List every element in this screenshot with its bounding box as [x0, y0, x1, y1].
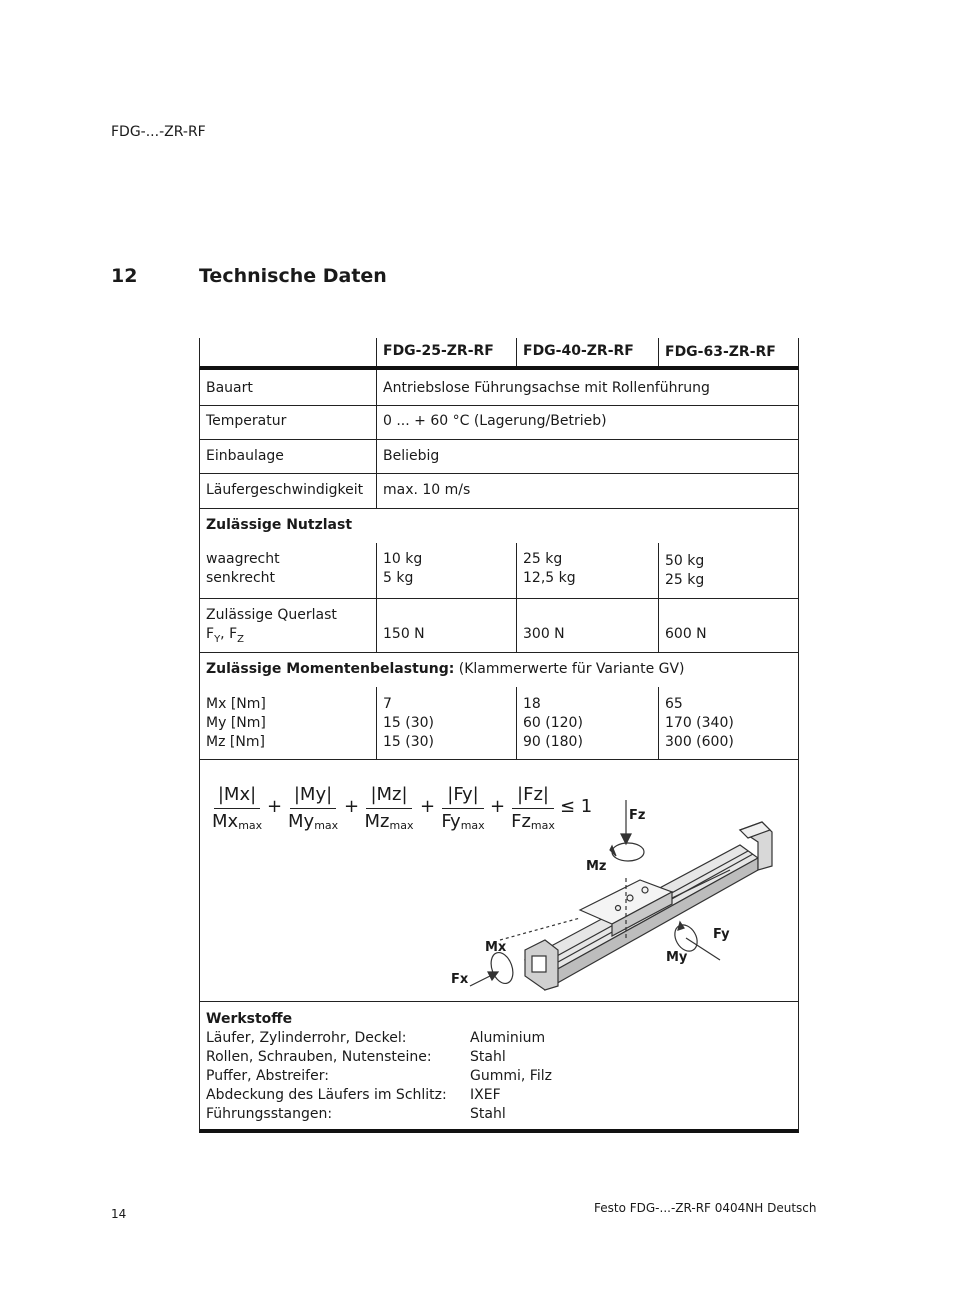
row-value-temperatur: 0 ... + 60 °C (Lagerung/Betrieb)	[383, 413, 607, 429]
table-row	[199, 543, 799, 599]
diagram-label-mx: Mx	[485, 940, 507, 955]
werkstoffe-material: IXEF	[470, 1087, 501, 1103]
werkstoffe-part: Führungsstangen:	[206, 1106, 333, 1122]
row-label-temperatur: Temperatur	[206, 413, 287, 429]
column-header-fdg40: FDG-40-ZR-RF	[523, 343, 634, 359]
row-label-bauart: Bauart	[206, 380, 253, 396]
formula-diagram-row	[199, 760, 799, 1002]
werkstoffe-part: Rollen, Schrauben, Nutensteine:	[206, 1049, 432, 1065]
table-row	[199, 687, 799, 760]
diagram-label-my: My	[666, 950, 688, 965]
guide-axis-diagram	[440, 790, 790, 1000]
momente-value-fdg40: 18 60 (120) 90 (180)	[523, 696, 583, 750]
formula-term-mz: |Mz| $Mz_{max}$	[364, 784, 414, 832]
formula-term-mx: |Mx| $Mx_{max}$	[212, 784, 263, 832]
querlast-forces-label: $F_Y$, $F_Z$	[206, 626, 244, 645]
column-header-fdg63: FDG-63-ZR-RF	[665, 344, 776, 360]
row-value-einbaulage: Beliebig	[383, 448, 440, 464]
werkstoffe-heading: Werkstoffe	[206, 1011, 293, 1027]
row-label-geschwindigkeit: Läufergeschwindigkeit	[206, 482, 364, 498]
querlast-value-fdg25: 150 N	[383, 626, 425, 642]
werkstoffe-part: Abdeckung des Läufers im Schlitz:	[206, 1087, 447, 1103]
momente-value-fdg63: 65 170 (340) 300 (600)	[665, 696, 734, 750]
footer-doc-info: Festo FDG-...-ZR-RF 0404NH Deutsch	[594, 1201, 817, 1215]
footer-page-number: 14	[111, 1207, 127, 1221]
row-label-einbaulage: Einbaulage	[206, 448, 284, 464]
querlast-value-fdg40: 300 N	[523, 626, 565, 642]
nutzlast-label: waagrecht senkrecht	[206, 551, 280, 586]
formula-term-fy: |Fy| $Fy_{max}$	[441, 784, 485, 832]
momente-label: Mx [Nm] My [Nm] Mz [Nm]	[206, 696, 266, 750]
werkstoffe-part: Läufer, Zylinderrohr, Deckel:	[206, 1030, 407, 1046]
momente-heading: Zulässige Momentenbelastung: (Klammerwerte für Variante GV)	[206, 661, 685, 677]
formula-plus: +	[267, 796, 283, 817]
diagram-label-mz: Mz	[586, 859, 607, 874]
formula-term-fz: |Fz| $Fz_{max}$	[511, 784, 555, 832]
table-row	[199, 653, 799, 687]
table-row	[199, 509, 799, 543]
nutzlast-value-fdg25: 10 kg 5 kg	[383, 551, 423, 586]
table-row	[199, 474, 799, 509]
technical-data-table	[199, 338, 799, 1133]
formula-term-my: |My| $My_{max}$	[288, 784, 339, 832]
header-doc-code: FDG-...-ZR-RF	[111, 124, 206, 140]
formula-relation: ≤ 1	[560, 796, 593, 817]
nutzlast-value-fdg63: 50 kg 25 kg	[665, 553, 705, 588]
row-value-geschwindigkeit: max. 10 m/s	[383, 482, 471, 498]
table-row	[199, 406, 799, 440]
table-row	[199, 440, 799, 474]
nutzlast-value-fdg40: 25 kg 12,5 kg	[523, 551, 576, 586]
formula-plus: +	[344, 796, 360, 817]
querlast-label: Zulässige Querlast	[206, 607, 337, 623]
formula-plus: +	[420, 796, 436, 817]
werkstoffe-material: Stahl	[470, 1049, 506, 1065]
formula-plus: +	[490, 796, 506, 817]
momente-value-fdg25: 7 15 (30) 15 (30)	[383, 696, 435, 750]
row-value-bauart: Antriebslose Führungsachse mit Rollenführung	[383, 380, 710, 396]
diagram-label-fx: Fx	[451, 972, 469, 987]
werkstoffe-section	[199, 1002, 799, 1133]
werkstoffe-material: Gummi, Filz	[470, 1068, 552, 1084]
werkstoffe-material: Stahl	[470, 1106, 506, 1122]
werkstoffe-part: Puffer, Abstreifer:	[206, 1068, 329, 1084]
section-title: Technische Daten	[199, 265, 387, 287]
table-header-row	[199, 338, 799, 370]
nutzlast-heading: Zulässige Nutzlast	[206, 517, 353, 533]
querlast-value-fdg63: 600 N	[665, 626, 707, 642]
table-row	[199, 599, 799, 653]
werkstoffe-material: Aluminium	[470, 1030, 546, 1046]
diagram-label-fz: Fz	[629, 808, 646, 823]
table-row	[199, 370, 799, 406]
column-header-fdg25: FDG-25-ZR-RF	[383, 343, 494, 359]
diagram-label-fy: Fy	[713, 927, 730, 942]
section-number: 12	[111, 265, 138, 287]
